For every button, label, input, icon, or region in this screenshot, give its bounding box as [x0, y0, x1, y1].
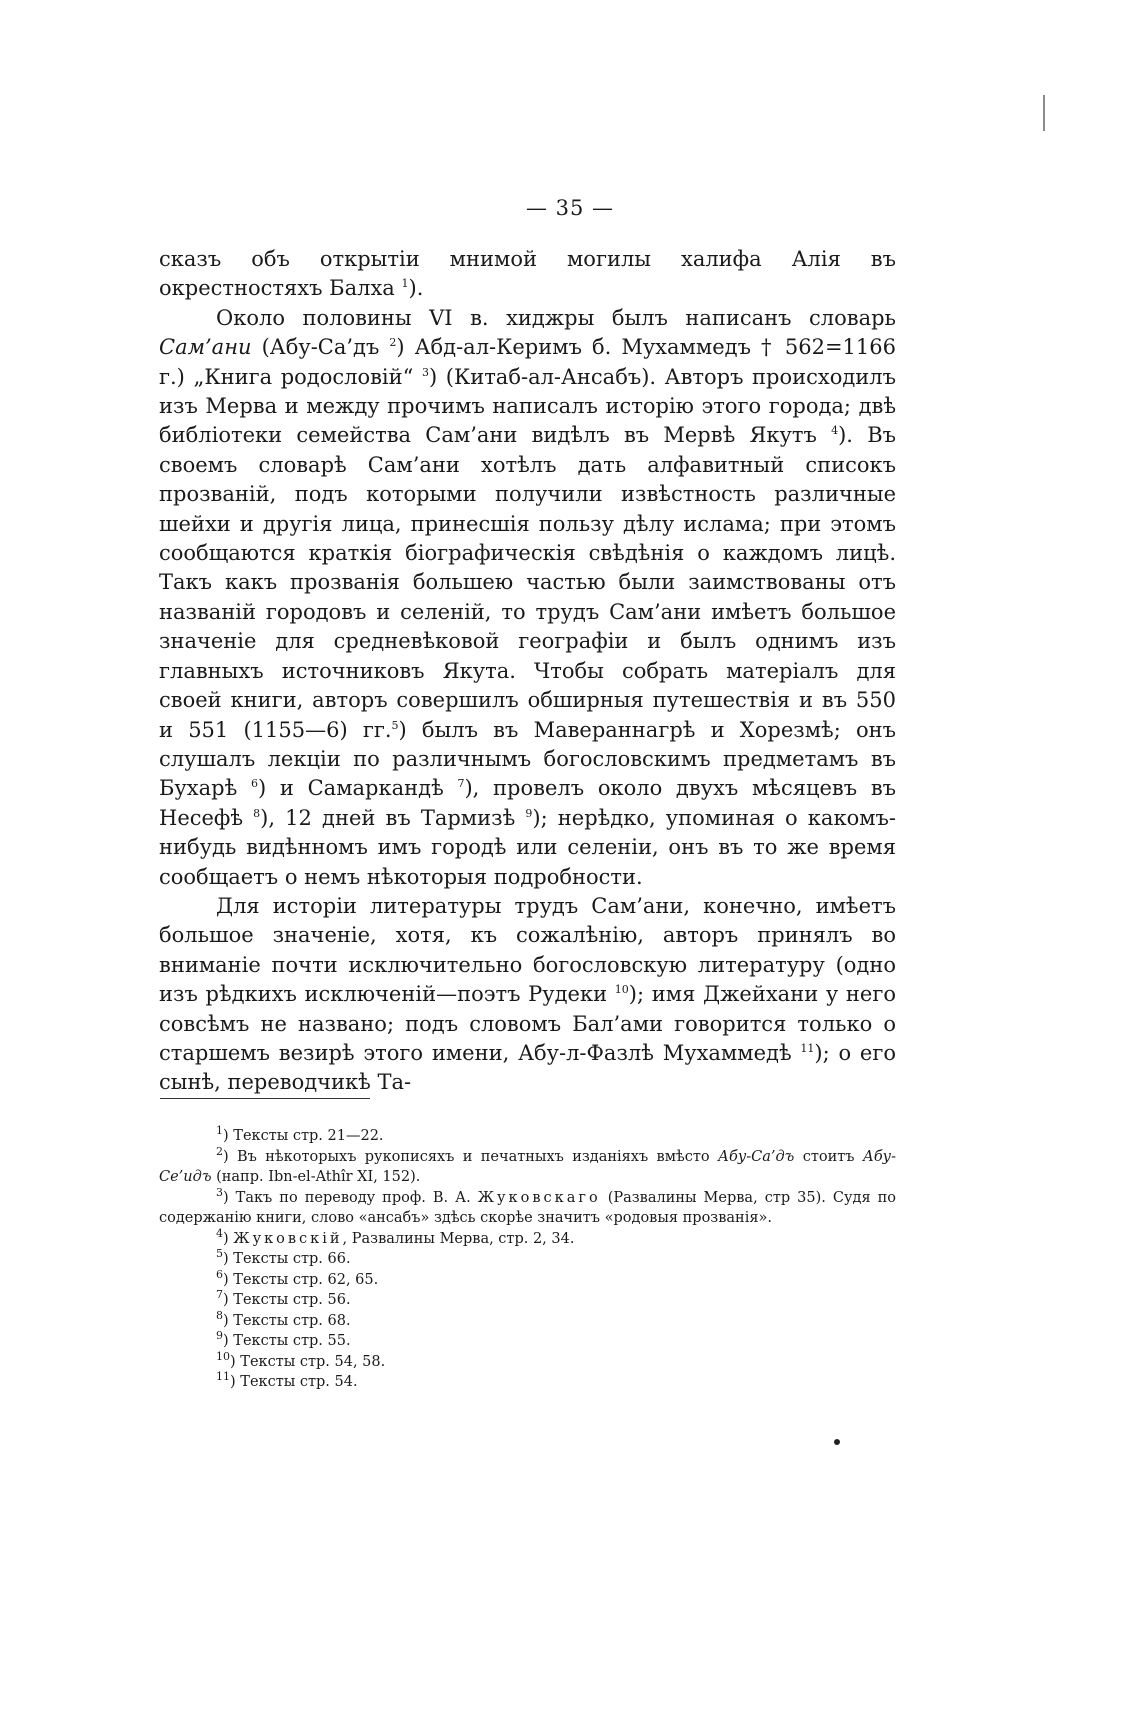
footnotes: [159, 1126, 896, 1393]
text-run: ) Тексты стр. 54, 58.: [230, 1353, 386, 1370]
paragraph: [159, 245, 896, 304]
footnote-ref: 8: [216, 1308, 223, 1322]
text-run: ), провелъ около двухъ мѣсяцевъ въ Несефѣ: [159, 776, 896, 830]
text-run: ) Такъ по переводу проф. В. А.: [223, 1189, 478, 1206]
footnote-ref: 6: [250, 777, 258, 791]
text-run: Около половины VI в. хиджры былъ написанъ словарь: [216, 305, 896, 330]
text-run: ), 12 дней въ Тармизѣ: [260, 805, 526, 830]
text-run: ): [223, 1230, 234, 1247]
text-run: ); о его сынѣ, переводчикѣ Та-: [159, 1040, 896, 1095]
text-run: ) Абд-ал-Керимъ б. Мухаммедъ † 562=1166 г.) „Книга родословій“: [159, 335, 896, 389]
footnote-ref: 4: [831, 424, 839, 438]
text-run: ) былъ въ Мавераннагрѣ и Хорезмѣ; онъ слушалъ лекціи по различнымъ богословскимъ предметамъ въ Бухарѣ: [159, 717, 896, 801]
text-run: ) Тексты стр. 56.: [223, 1292, 351, 1308]
page-number: — 35 —: [525, 196, 615, 220]
text-run: ); имя Джейхани у него совсѣмъ не названо; подъ словомъ Бал’ами говорится только о старшемъ везирѣ этого имени, Абу-л-Фазлѣ Мухаммедѣ: [159, 982, 896, 1065]
footnote: [159, 1290, 896, 1311]
text-run: ); нерѣдко, упоминая о какомъ-нибудь видѣнномъ имъ городѣ или селеніи, онъ въ то же время сообщаетъ о немъ нѣкоторыя подробности.: [159, 805, 897, 889]
text-run: ) Тексты стр. 21—22.: [223, 1128, 384, 1144]
footnote: [159, 1226, 896, 1250]
footnote-ref: 1: [216, 1124, 223, 1138]
scan-edge-mark: [1043, 95, 1045, 131]
footnote: [159, 1331, 896, 1352]
footnote-ref: 3: [216, 1185, 223, 1199]
spaced-author-name: Жуковскій: [233, 1230, 343, 1247]
paragraph: [159, 892, 896, 1098]
footnote-ref: 9: [525, 806, 533, 820]
text-run: (напр. Ibn-el-Athîr XI, 152).: [211, 1169, 421, 1185]
footnote-ref: 3: [421, 365, 429, 379]
footnote-ref: 10: [614, 983, 629, 997]
text-run: ) Тексты стр. 54.: [230, 1374, 358, 1390]
text-run: ) Тексты стр. 66.: [223, 1251, 351, 1267]
footnote: [159, 1267, 896, 1291]
text-run: ).: [408, 276, 424, 301]
footnote-ref: 2: [389, 336, 397, 350]
footnote-ref: 7: [216, 1288, 223, 1302]
footnote-ref: 9: [216, 1329, 223, 1343]
footnote-ref: 10: [216, 1349, 230, 1363]
text-run: (Абу-Са’дъ: [251, 335, 390, 360]
text-run: сказъ объ открытіи мнимой могилы халифа Алія въ окрестностяхъ Балха: [159, 247, 896, 301]
footnote: [159, 1249, 896, 1270]
footnote-ref: 11: [216, 1370, 230, 1384]
spaced-author-name: Жуковскаго: [477, 1189, 601, 1206]
text-run: Для исторіи литературы трудъ Сам’ани, конечно, имѣетъ большое значеніе, хотя, къ сожалѣнію, авторъ принялъ во вниманіе почти исключительно богословскую литературу (одно изъ рѣдкихъ исключеній—поэтъ Рудеки: [159, 893, 896, 1007]
footnote-ref: 8: [253, 806, 261, 820]
text-run: ) Въ нѣкоторыхъ рукописяхъ и печатныхъ изданіяхъ вмѣсто: [223, 1148, 718, 1165]
text-run: ) Тексты стр. 62, 65.: [223, 1271, 379, 1288]
footnote: [159, 1144, 896, 1188]
text-run: ) и Самаркандѣ: [257, 776, 458, 801]
main-text: [159, 245, 896, 1098]
ink-speck: [834, 1439, 840, 1445]
footnote: [159, 1126, 896, 1147]
text-run: стоитъ: [794, 1148, 863, 1165]
footnote: [159, 1185, 896, 1229]
footnote-ref: 1: [401, 277, 409, 291]
paragraph: [159, 304, 896, 892]
footnote: [159, 1349, 896, 1373]
footnote-ref: 5: [391, 718, 399, 732]
footnote-ref: 4: [216, 1226, 223, 1240]
footnote: [159, 1308, 896, 1332]
italic-run: Сам’ани: [159, 335, 252, 360]
footnote-ref: 5: [216, 1247, 223, 1261]
text-run: ) (Китаб-ал-Ансабъ). Авторъ происходилъ изъ Мерва и между прочимъ написалъ исторію этого города; двѣ библіотеки семейства Сам’ани видѣлъ въ Мервѣ Якутъ: [159, 364, 896, 448]
footnote-ref: 6: [216, 1267, 223, 1281]
text-run: (Развалины Мерва, стр 35). Судя по содержанію книги, слово «ансабъ» здѣсь скорѣе значитъ «родовыя прозванія».: [159, 1189, 896, 1226]
italic-run: Абу-Са’дъ: [717, 1148, 795, 1165]
text-run: ). Въ своемъ словарѣ Сам’ани хотѣлъ дать алфавитный списокъ прозваній, подъ которыми получили извѣстность различные шейхи и другія лица, принесшія пользу дѣлу ислама; при этомъ сообщаются краткія біографическія свѣдѣнія о каждомъ лицѣ. Такъ какъ прозванія большею частью были заимствованы отъ названій городовъ и селеній, то трудъ Сам’ани имѣетъ большое значеніе для средневѣковой географіи и былъ однимъ изъ главныхъ источниковъ Якута. Чтобы собрать матеріалъ для своей книги, авторъ совершилъ обширныя путешествія и въ 550 и 551 (1155—6) гг.: [159, 423, 896, 742]
footnote: [159, 1372, 896, 1393]
footnote-ref: 11: [800, 1041, 815, 1055]
text-run: , Развалины Мерва, стр. 2, 34.: [342, 1230, 575, 1247]
footnote-ref: 2: [216, 1144, 223, 1158]
text-run: ) Тексты стр. 55.: [223, 1333, 351, 1349]
footnote-ref: 7: [457, 777, 465, 791]
text-run: ) Тексты стр. 68.: [223, 1312, 351, 1329]
italic-run: Абу-Се’идъ: [159, 1148, 896, 1185]
footnote-separator: [160, 1098, 370, 1099]
